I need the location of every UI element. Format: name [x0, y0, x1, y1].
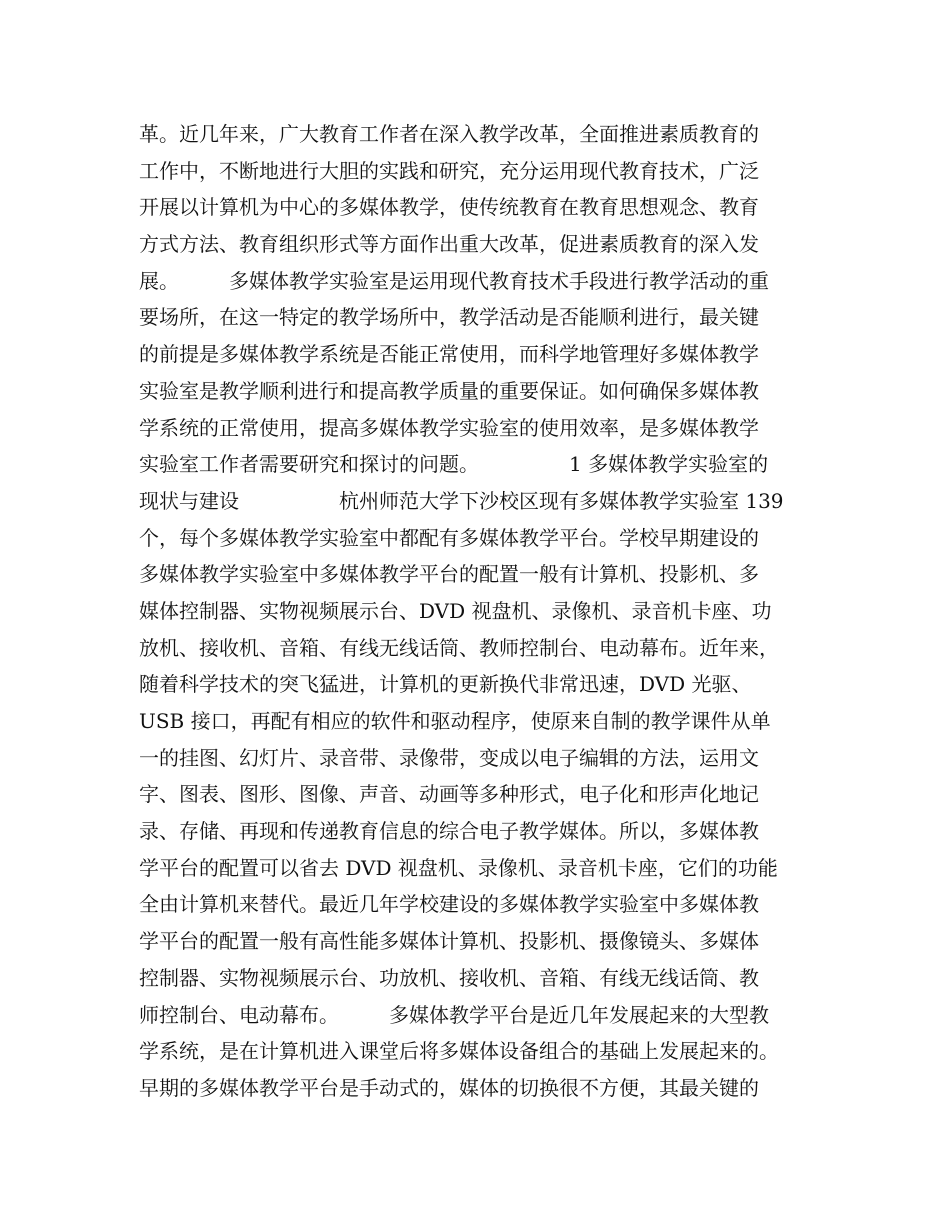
text-line: 放机、接收机、音箱、有线无线话筒、教师控制台、电动幕布。近年来， — [139, 635, 779, 660]
text-line: 学系统，是在计算机进入课堂后将多媒体设备组合的基础上发展起来的。 — [139, 1039, 779, 1064]
text-line: 录、存储、再现和传递教育信息的综合电子教学媒体。所以，多媒体教 — [139, 819, 759, 844]
text-line: 控制器、实物视频展示台、功放机、接收机、音箱、有线无线话筒、教 — [139, 965, 759, 990]
text-line: 全由计算机来替代。最近几年学校建设的多媒体教学实验室中多媒体教 — [139, 892, 759, 917]
text-line: 工作中，不断地进行大胆的实践和研究，充分运用现代教育技术，广泛 — [139, 158, 759, 183]
text-line: 一的挂图、幻灯片、录音带、录像带，变成以电子编辑的方法，运用文 — [139, 745, 759, 770]
text-line: 实验室工作者需要研究和探讨的问题。 1 多媒体教学实验室的 — [139, 452, 769, 477]
text-line: 开展以计算机为中心的多媒体教学，使传统教育在教育思想观念、教育 — [139, 195, 759, 220]
text-line: 师控制台、电动幕布。 多媒体教学平台是近几年发展起来的大型教 — [139, 1002, 769, 1027]
text-line: 媒体控制器、实物视频展示台、DVD 视盘机、录像机、录音机卡座、功 — [139, 598, 772, 623]
text-line: 学平台的配置一般有高性能多媒体计算机、投影机、摄像镜头、多媒体 — [139, 929, 759, 954]
text-line: 方式方法、教育组织形式等方面作出重大改革，促进素质教育的深入发 — [139, 232, 759, 257]
text-line: 随着科学技术的突飞猛进，计算机的更新换代非常迅速，DVD 光驱、 — [139, 672, 752, 697]
text-line: 多媒体教学实验室中多媒体教学平台的配置一般有计算机、投影机、多 — [139, 562, 759, 587]
text-line: 现状与建设 杭州师范大学下沙校区现有多媒体教学实验室 139 — [139, 488, 784, 513]
text-line: USB 接口，再配有相应的软件和驱动程序，使原来自制的教学课件从单 — [139, 709, 771, 733]
text-line: 革。近几年来，广大教育工作者在深入教学改革，全面推进素质教育的 — [139, 122, 759, 146]
text-line: 要场所，在这一特定的教学场所中，教学活动是否能顺利进行，最关键 — [139, 305, 759, 330]
text-line: 实验室是教学顺利进行和提高教学质量的重要保证。如何确保多媒体教 — [139, 378, 759, 403]
text-line: 早期的多媒体教学平台是手动式的，媒体的切换很不方便，其最关键的 — [139, 1075, 759, 1100]
text-line: 学平台的配置可以省去 DVD 视盘机、录像机、录音机卡座，它们的功能 — [139, 855, 778, 880]
text-line: 的前提是多媒体教学系统是否能正常使用，而科学地管理好多媒体教学 — [139, 342, 759, 367]
text-line: 字、图表、图形、图像、声音、动画等多种形式，电子化和形声化地记 — [139, 782, 759, 807]
text-line: 学系统的正常使用，提高多媒体教学实验室的使用效率，是多媒体教学 — [139, 415, 759, 440]
body-text — [139, 116, 829, 1107]
text-line: 展。 多媒体教学实验室是运用现代教育技术手段进行教学活动的重 — [139, 268, 769, 293]
text-line: 个，每个多媒体教学实验室中都配有多媒体教学平台。学校早期建设的 — [139, 525, 759, 550]
